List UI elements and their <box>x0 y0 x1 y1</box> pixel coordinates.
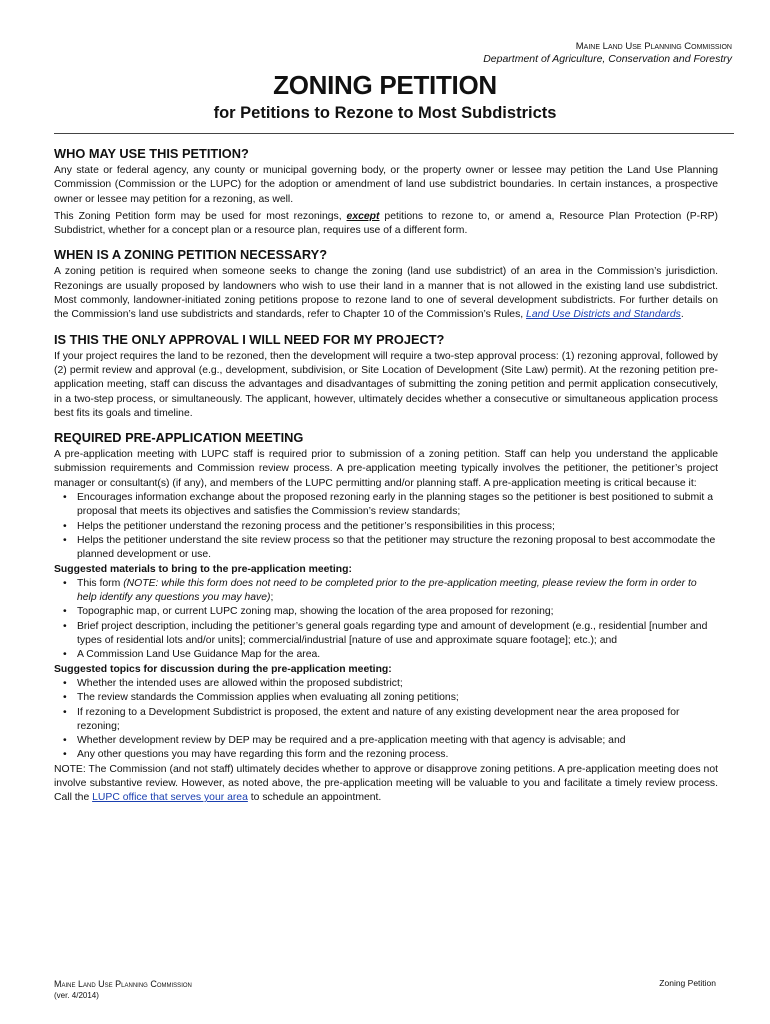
section-when-necessary <box>54 247 718 322</box>
materials-heading: Suggested materials to bring to the pre-application meeting: <box>54 563 352 575</box>
note-paragraph <box>54 763 718 806</box>
text-span: NOTE: The Commission (and not staff) ultimately decides whether to approve or disapprove zoning petitions. A pre-application meeting does not involve substantive review. However, as noted above, the pre-application meeting will be valuable to you and facilitate a timely review process. Call the <box>54 763 718 804</box>
section-heading: REQUIRED PRE-APPLICATION MEETING <box>54 430 304 446</box>
header-agency <box>576 41 732 52</box>
link-text: Land Use Districts and Standards <box>526 309 681 321</box>
topics-list <box>54 677 718 763</box>
list-item: • If rezoning to a Development Subdistrict is proposed, the extent and nature of any existing development near the area proposed for rezoning; <box>74 706 718 735</box>
list-item: • Helps the petitioner understand the rezoning process and the petitioner’s responsibilities in this process; <box>74 520 718 534</box>
footer-agency: Maine Land Use Planning Commission <box>54 979 192 989</box>
topics-heading: Suggested topics for discussion during the pre-application meeting: <box>54 663 392 675</box>
text-span: A zoning petition is required when someone seeks to change the zoning (land use subdistrict) of an area in the Commission’s jurisdiction. Rezonings are usually proposed by landowners who wish to use their land in a manner that is not allowed in the existing land use subdistrict. Most commonly, landowner-initiated zoning petitions propose to rezone land to one of several development subdistricts. For further details on the Commission’s land use subdistricts and standards, refer to Chapter 10 of the Commission’s Rules, <box>54 266 718 321</box>
text-span: petitions to rezone to, or amend a, Resource Plan Protection (P-RP) Subdistrict, whether for a concept plan or a resource plan, requires use of a different form. <box>54 210 718 237</box>
land-use-districts-link[interactable] <box>526 309 681 320</box>
header-agency-name: Maine Land Use Planning Commission <box>575 41 732 52</box>
section-heading: WHO MAY USE THIS PETITION? <box>54 146 249 161</box>
materials-list <box>54 577 718 663</box>
section-who-may-use <box>54 146 718 238</box>
list-item: • Whether the intended uses are allowed within the proposed subdistrict; <box>74 677 718 691</box>
purpose-list <box>54 491 718 562</box>
document-body <box>54 146 718 815</box>
list-item: • Encourages information exchange about the proposed rezoning early in the planning stages so the petitioner is best positioned to submit a proposal that meets its objectives and satisfies the Commission’s review standards; <box>74 491 718 520</box>
section-pre-application <box>54 430 718 805</box>
emphasis-except: except <box>346 210 380 222</box>
form-note: (NOTE: while this form does not need to be completed prior to the pre-application meeting, please review the form in order to help identify any questions you may have) <box>77 577 697 604</box>
section-only-approval <box>54 332 718 421</box>
text-span: . <box>680 309 684 321</box>
paragraph <box>54 210 718 239</box>
list-item: • Topographic map, or current LUPC zoning map, showing the location of the area proposed for rezoning; <box>74 605 718 619</box>
paragraph: Any state or federal agency, any county or municipal governing body, or the property owner or lessee may petition the Land Use Planning Commission (Commission or the LUPC) for the adoption or amendment of land use subdistrict boundaries. In certain instances, a prospective owner or lessee may petition for a rezoning, as well. <box>54 165 718 205</box>
footer-form-name: Zoning Petition <box>659 978 716 988</box>
paragraph: If your project requires the land to be rezoned, then the development will require a two-step approval process: (1) rezoning approval, followed by (2) permit review and approval (e.g., development, subdivision, or Site Location of Development (Site Law) permit). At the rezoning petition pre-application meeting, staff can discuss the advantages and disadvantages of submitting the zoning petition and permit application consecutively, in a two-step process, or simultaneously. The applicant, however, ultimately decides whether a consecutive or simultaneous application process best fits its goals and timeline. <box>54 350 718 419</box>
title-divider <box>54 133 734 134</box>
header-department: Department of Agriculture, Conservation and Forestry <box>483 53 732 65</box>
list-item: • Helps the petitioner understand the site review process so that the petitioner may structure the rezoning proposal to best accommodate the planned development or use. <box>74 534 718 563</box>
list-item: • Brief project description, including the petitioner’s general goals regarding type and amount of development (e.g., residential [number and types of residential lots and/or units]; commercial/industrial [nature of use and approximate square footage]; etc.); and <box>74 620 718 649</box>
text-span: This form <box>77 577 124 589</box>
text-span: This Zoning Petition form may be used for most rezonings, <box>54 210 347 222</box>
footer-left <box>54 978 192 1002</box>
paragraph: A pre-application meeting with LUPC staff is required prior to submission of a zoning petition. Staff can help you understand the applicable submission requirements and Commission review process. A pre-application meeting typically involves the petitioner, the petitioner’s project manager or consultant(s) (if any), and members of the LUPC permitting and/or planning staff. A pre-application meeting is critical because it: <box>54 449 718 489</box>
list-item: • Any other questions you may have regarding this form and the rezoning process. <box>74 748 718 762</box>
text-span: ; <box>270 592 274 604</box>
list-item <box>74 577 718 606</box>
section-heading: IS THIS THE ONLY APPROVAL I WILL NEED FOR MY PROJECT? <box>54 331 445 347</box>
lupc-office-link[interactable]: LUPC office that serves your area <box>92 792 248 804</box>
list-item: • The review standards the Commission applies when evaluating all zoning petitions; <box>74 691 718 705</box>
footer-version: (ver. 4/2014) <box>54 991 99 1000</box>
text-span: to schedule an appointment. <box>247 792 382 804</box>
paragraph <box>54 265 718 322</box>
page-subtitle: for Petitions to Rezone to Most Subdistricts <box>213 104 557 122</box>
page-title: ZONING PETITION <box>273 70 497 100</box>
section-heading: WHEN IS A ZONING PETITION NECESSARY? <box>54 247 328 263</box>
list-item: • A Commission Land Use Guidance Map for the area. <box>74 648 718 662</box>
list-item: • Whether development review by DEP may be required and a pre-application meeting with that agency is advisable; and <box>74 734 718 748</box>
